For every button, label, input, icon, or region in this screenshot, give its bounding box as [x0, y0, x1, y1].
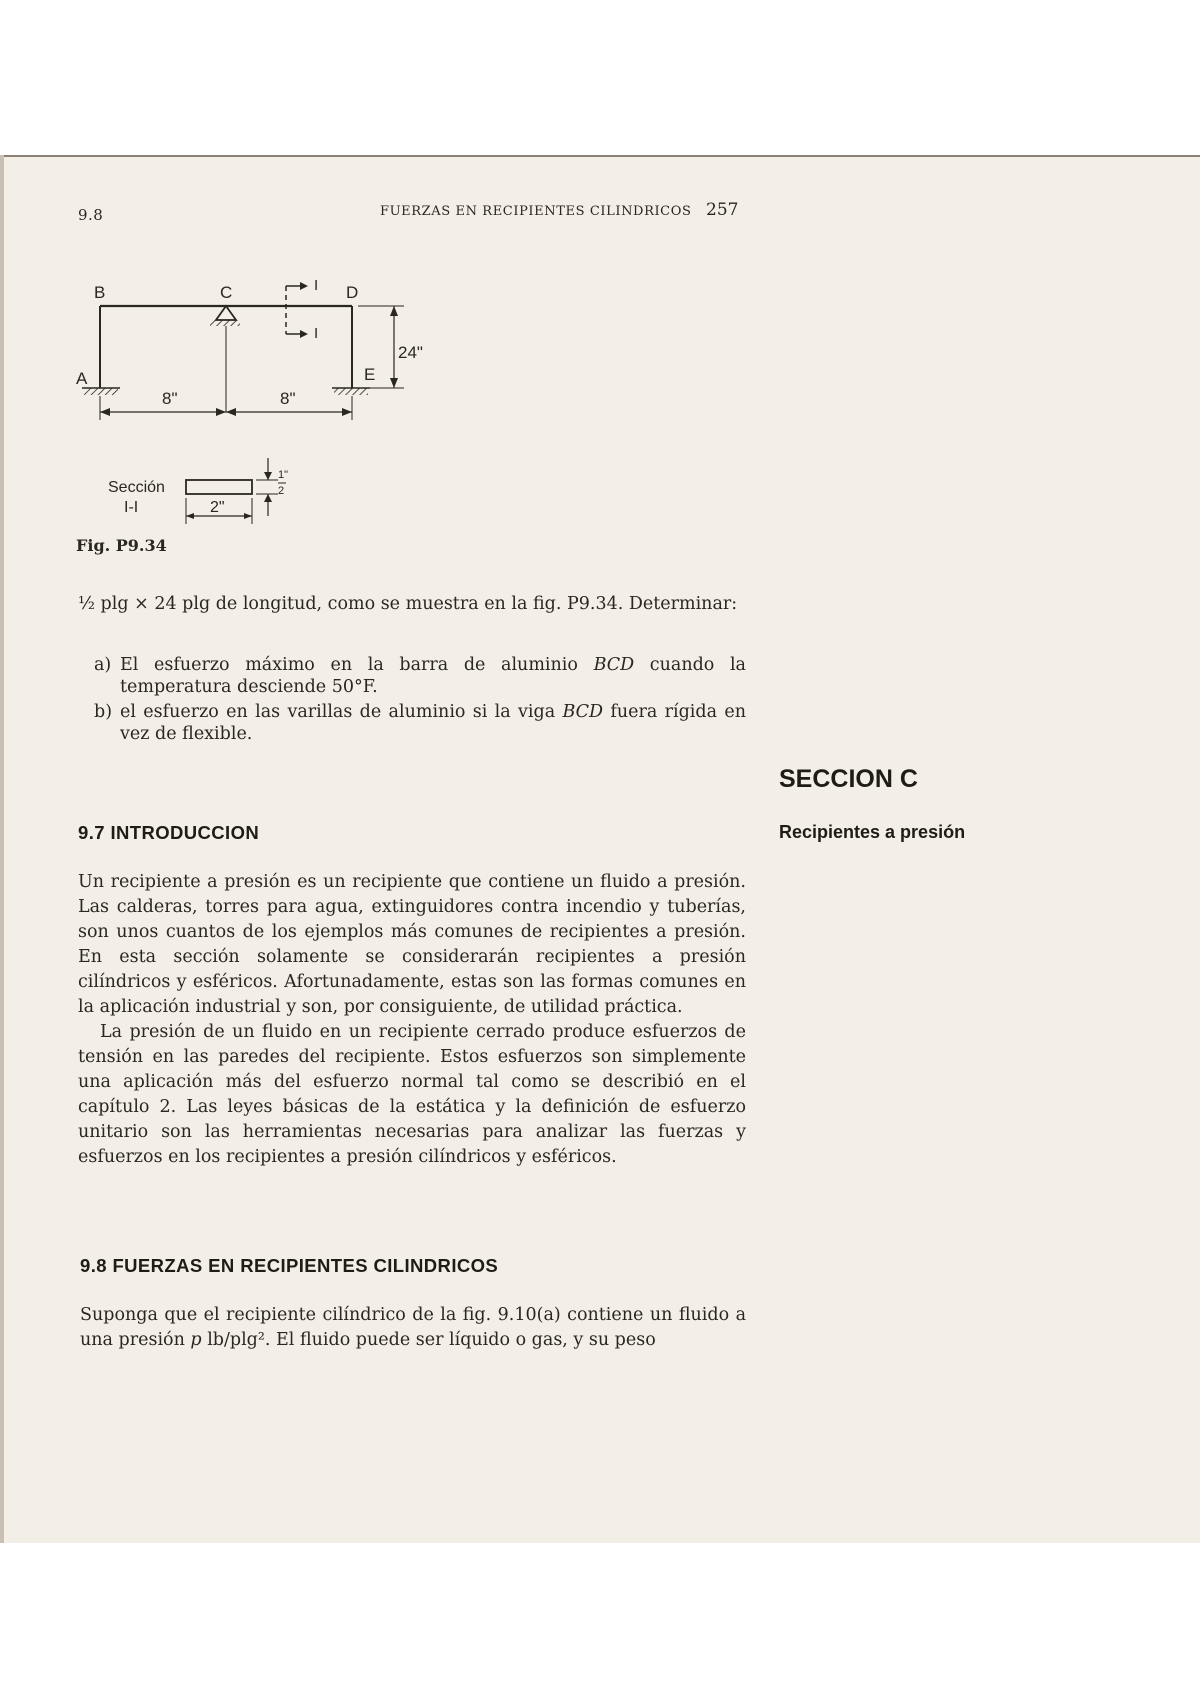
- paragraph: La presión de un fluido en un recipiente cerrado produce esfuerzos de tensión en las paredes del recipiente. Estos esfuerzos son simplemente una aplicación más del esfuerzo normal tal como se describió en el capítulo 2. Las leyes básicas de la estática y la definición de esfuerzo unitario son las herramientas necesarias para analizar las fuerzas y esfuerzos en los recipientes a presión cilíndricos y esféricos.: [78, 1022, 746, 1167]
- paragraph-text: Suponga que el recipiente cilíndrico de la fig. 9.10(a) contiene un fluido a una presión: [80, 1305, 746, 1350]
- problem-continuation: ½ plg × 24 plg de longitud, como se muestra en la fig. P9.34. Determinar:: [78, 594, 738, 614]
- problem-list: [94, 654, 746, 748]
- page-number: 257: [706, 200, 739, 220]
- problem-item-a: [94, 654, 746, 698]
- label-span-left: 8": [162, 389, 178, 408]
- label-width: 2": [210, 499, 225, 516]
- label-section-id: I-I: [124, 499, 139, 516]
- heading-9-7: 9.7 INTRODUCCION: [78, 822, 260, 843]
- item-marker: b): [94, 702, 113, 722]
- section-9-7-body: [78, 870, 746, 1170]
- section-label: SECCION C: [779, 765, 918, 793]
- label-c: C: [220, 283, 233, 302]
- label-e: E: [364, 365, 376, 384]
- pressure-symbol: p: [190, 1330, 202, 1350]
- figure-p9-34: [72, 272, 472, 532]
- item-italic: BCD: [562, 702, 604, 722]
- item-text: cuando la temperatura desciende 50°F.: [120, 655, 746, 697]
- paragraph: Un recipiente a presión es un recipiente que contiene un fluido a presión. Las calderas, torres para agua, extinguidores contra incendio y tuberías, son unos cuantos de los ejemplos más comunes de recipientes a presión. En esta sección solamente se considerarán recipientes a presión cilíndricos y esféricos. Afortunadamente, estas son las formas comunes en la aplicación industrial y son, por consiguiente, de utilidad práctica.: [78, 872, 746, 1017]
- item-marker: a): [94, 655, 112, 675]
- pin-support-c: [216, 306, 236, 320]
- label-a: A: [76, 369, 88, 388]
- label-span-right: 8": [280, 389, 296, 408]
- label-height: 24": [398, 343, 423, 362]
- label-section-top: I: [314, 277, 319, 294]
- support-c-hatch: [210, 320, 240, 326]
- label-b: B: [94, 283, 106, 302]
- item-text: el esfuerzo en las varillas de aluminio si la viga: [120, 702, 563, 722]
- item-text: El esfuerzo máximo en la barra de aluminio: [120, 655, 594, 675]
- figure-caption: Fig. P9.34: [76, 536, 167, 555]
- label-thickness-den: 2: [278, 485, 285, 497]
- section-9-8-body: [80, 1303, 746, 1353]
- item-text: fuera rígida en vez de flexible.: [120, 702, 746, 744]
- label-thickness-num: 1": [278, 469, 289, 481]
- heading-9-8: 9.8 FUERZAS EN RECIPIENTES CILINDRICOS: [80, 1255, 499, 1276]
- ground-e: [334, 388, 368, 395]
- cross-section-rect: [186, 480, 252, 494]
- label-section-bottom: I: [314, 325, 319, 342]
- running-header-section: 9.8: [78, 206, 104, 224]
- label-d: D: [346, 283, 359, 302]
- paragraph-text: lb/plg². El fluido puede ser líquido o gas, y su peso: [201, 1330, 656, 1350]
- section-subtitle: Recipientes a presión: [779, 822, 966, 842]
- running-header-title: FUERZAS EN RECIPIENTES CILINDRICOS: [380, 204, 692, 219]
- label-section-name: Sección: [108, 479, 165, 496]
- page-edge-shadow: [0, 155, 4, 1543]
- ground-a: [84, 388, 118, 395]
- item-italic: BCD: [593, 655, 635, 675]
- problem-item-b: [94, 701, 746, 745]
